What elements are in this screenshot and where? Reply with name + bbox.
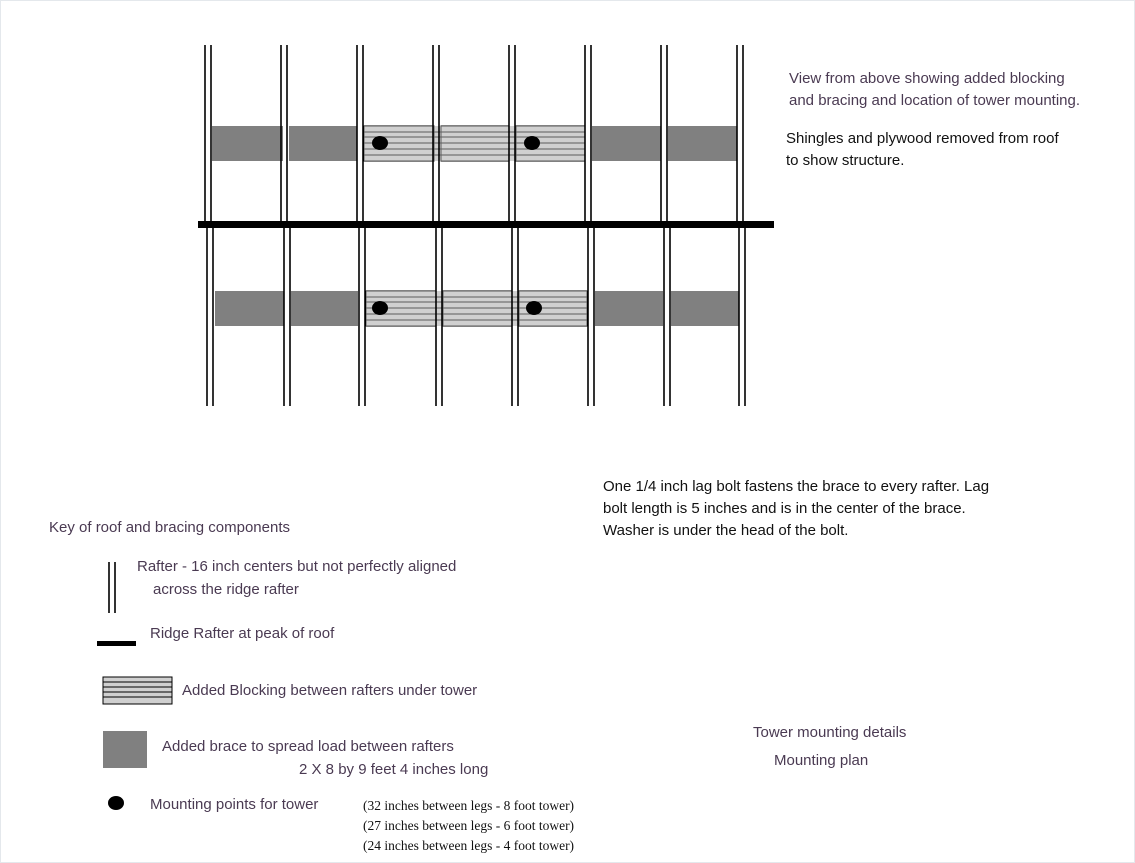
key-icons: [97, 562, 172, 810]
shingles-note-line2: to show structure.: [786, 152, 905, 169]
lag-note-line3: Washer is under the head of the bolt.: [603, 522, 849, 539]
mounting-point: [526, 301, 542, 315]
brace-segment: [289, 126, 357, 161]
details-subtitle: Mounting plan: [774, 752, 869, 769]
brace-segment: [668, 126, 737, 161]
brace-segment: [291, 291, 358, 326]
key-brace-line2: 2 X 8 by 9 feet 4 inches long: [299, 761, 489, 778]
ridge-key-icon: [97, 641, 136, 646]
key-ridge: Ridge Rafter at peak of roof: [150, 625, 335, 642]
tower-spec-24: (24 inches between legs - 4 foot tower): [363, 838, 575, 853]
blocking-key-icon: [103, 677, 172, 704]
blocking-row-lower: [366, 291, 587, 326]
key-brace-line1: Added brace to spread load between rafters: [162, 738, 454, 755]
lag-note-line1: One 1/4 inch lag bolt fastens the brace to every rafter. Lag: [603, 478, 990, 495]
details-title: Tower mounting details: [753, 724, 907, 741]
brace-segment: [212, 126, 283, 161]
key-rafter-line2: across the ridge rafter: [153, 581, 299, 598]
brace-key-icon: [103, 731, 147, 768]
brace-segment: [215, 291, 284, 326]
mounting-point-key-icon: [108, 796, 124, 810]
blocking-row-upper: [364, 126, 585, 161]
mounting-point: [524, 136, 540, 150]
rafter-key-icon: [109, 562, 115, 613]
mounting-point: [372, 136, 388, 150]
tower-spec-27: (27 inches between legs - 6 foot tower): [363, 818, 575, 833]
ridge-rafter: [198, 221, 774, 228]
brace-segment: [592, 126, 661, 161]
key-mount: Mounting points for tower: [150, 796, 319, 813]
mounting-point: [372, 301, 388, 315]
brace-segment: [671, 291, 739, 326]
key-blocking: Added Blocking between rafters under tower: [182, 682, 478, 699]
view-note-line2: and bracing and location of tower mounting.: [789, 92, 1081, 109]
tower-spec-32: (32 inches between legs - 8 foot tower): [363, 798, 575, 813]
key-rafter-line1: Rafter - 16 inch centers but not perfectly aligned: [137, 558, 457, 575]
brace-segment: [595, 291, 663, 326]
key-title: Key of roof and bracing components: [49, 519, 290, 536]
lag-note-line2: bolt length is 5 inches and is in the center of the brace.: [603, 500, 966, 517]
shingles-note-line1: Shingles and plywood removed from roof: [786, 130, 1059, 147]
view-note-line1: View from above showing added blocking: [789, 70, 1065, 87]
